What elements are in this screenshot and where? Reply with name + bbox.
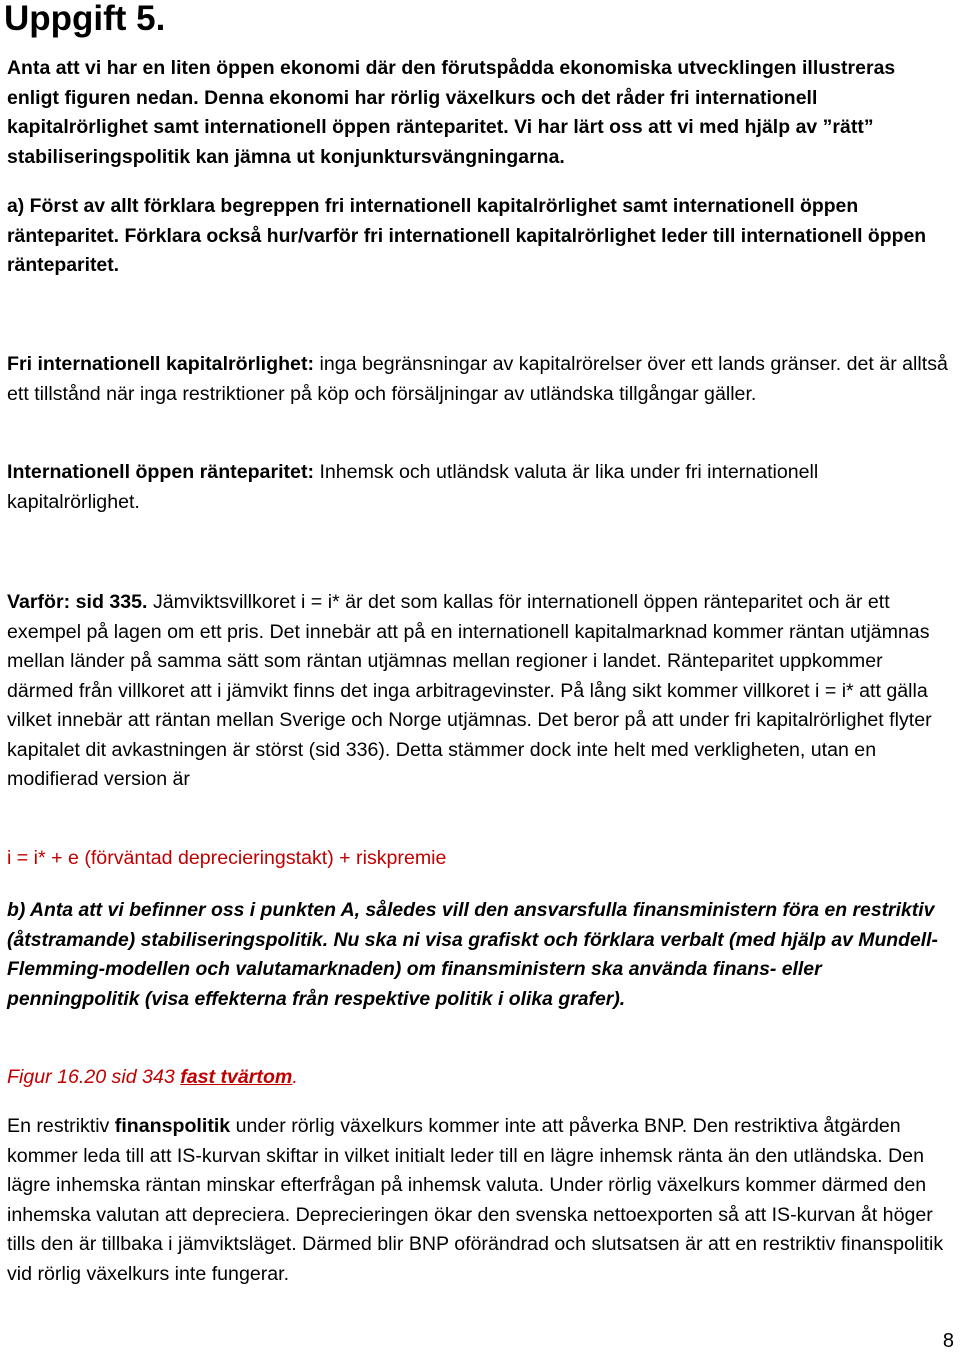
formula: i = i* + e (förväntad deprecieringstakt) + riskpremie bbox=[7, 847, 447, 869]
definition-text: inga begränsningar av kapitalrörelser över ett lands gränser. det är alltså ett tillstånd när inga restriktioner på köp och försäljningar av utländska tillgångar gäller. bbox=[7, 353, 948, 405]
definition-interest-parity bbox=[7, 458, 952, 517]
figure-reference-end: . bbox=[292, 1066, 298, 1088]
definition-capital-mobility bbox=[7, 350, 952, 409]
figure-reference-text: Figur 16.20 sid 343 bbox=[7, 1066, 181, 1088]
definition-text: Inhemsk och utländsk valuta är lika under fri internationell kapitalrörlighet. bbox=[7, 461, 819, 513]
figure-reference bbox=[7, 1063, 952, 1093]
why-term: Varför: sid 335. bbox=[7, 591, 148, 613]
intro-text-part1: Anta att vi har en liten öppen ekonomi där den förutspådda ekonomiska utvecklingen illustreras enligt figuren nedan. Denna ekonomi har rörlig växelkurs och det råder fri internationell kapitalrörlighet samt internationell öppen ränteparitet. bbox=[7, 57, 896, 138]
definition-term: Fri internationell kapitalrörlighet: bbox=[7, 353, 315, 375]
page-title: Uppgift 5. bbox=[4, 0, 166, 38]
intro-paragraph bbox=[7, 54, 952, 172]
answer-pre: En restriktiv bbox=[7, 1115, 115, 1137]
answer-term: finanspolitik bbox=[114, 1115, 231, 1137]
why-paragraph bbox=[7, 588, 952, 795]
page-number: 8 bbox=[942, 1330, 954, 1352]
question-a: a) Först av allt förklara begreppen fri internationell kapitalrörlighet samt internationell öppen ränteparitet. Förklara också hur/varför fri internationell kapitalrörlighet leder till internationell öppen ränteparitet. bbox=[7, 195, 927, 276]
answer-paragraph bbox=[7, 1112, 952, 1289]
question-b: b) Anta att vi befinner oss i punkten A, således vill den ansvarsfulla finansministern föra en restriktiv (åtstramande) stabiliseringspolitik. Nu ska ni visa grafiskt och förklara verbalt (med hjälp av Mundell-Flemming-modellen och valutamarknaden) om finansministern ska använda finans- eller penningpolitik (visa effekterna från respektive politik i olika grafer). bbox=[7, 899, 939, 1010]
figure-reference-emphasis: fast tvärtom bbox=[180, 1066, 293, 1088]
intro-text-part2: Vi har lärt oss att vi med hjälp av ”rätt” stabiliseringspolitik kan jämna ut konjunktursvängningarna. bbox=[7, 116, 874, 168]
definition-term: Internationell öppen ränteparitet: bbox=[7, 461, 314, 483]
answer-text: under rörlig växelkurs kommer inte att påverka BNP. Den restriktiva åtgärden kommer leda till att IS-kurvan skiftar in vilket initialt leder till en lägre inhemsk ränta än den utländska. Den lägre inhemska räntan minskar efterfrågan på inhemsk valuta. Under rörlig växelkurs kommer därmed den inhemska valutan att depreciera. Deprecieringen ökar den svenska nettoexporten så att IS-kurvan åt höger tills den är tillbaka i jämviktsläget. Därmed blir BNP oförändrad och slutsatsen är att en restriktiv finanspolitik vid rörlig växelkurs inte fungerar. bbox=[7, 1115, 944, 1285]
why-text: Jämviktsvillkoret i = i* är det som kallas för internationell öppen ränteparitet och är ett exempel på lagen om ett pris. Det innebär att på en internationell kapitalmarknad kommer räntan utjämnas mellan länder på samma sätt som räntan utjämnas mellan regioner i landet. Ränteparitet uppkommer därmed från villkoret att i jämvikt finns det inga arbitragevinster. På lång sikt kommer villkoret i = i* att gälla vilket innebär att räntan mellan Sverige och Norge utjämnas. Det beror på att under fri kapitalrörlighet flyter kapitalet dit avkastningen är störst (sid 336). Detta stämmer dock inte helt med verkligheten, utan en modifierad version är bbox=[7, 591, 932, 790]
